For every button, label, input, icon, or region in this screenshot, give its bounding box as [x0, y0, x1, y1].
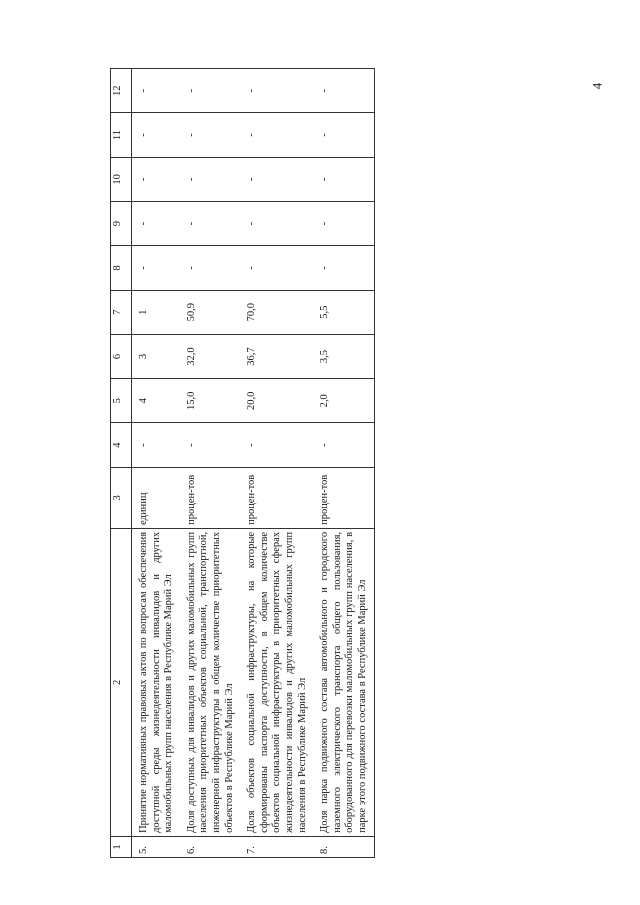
header-cell: 4: [111, 423, 132, 467]
header-row: [111, 69, 132, 858]
value-cell: -: [313, 157, 374, 201]
indicators-table: [110, 68, 375, 858]
value-cell: 5,5: [313, 290, 374, 334]
value-cell: 2,0: [313, 379, 374, 423]
header-cell: 2: [111, 528, 132, 836]
table-row: [240, 69, 313, 858]
header-cell: 8: [111, 246, 132, 290]
value-cell: -: [313, 69, 374, 113]
value-cell: -: [240, 423, 313, 467]
unit-cell: единиц: [132, 467, 180, 528]
rotated-table-frame: [110, 68, 630, 858]
row-number: 5.: [132, 836, 180, 857]
value-cell: -: [180, 423, 240, 467]
value-cell: 4: [132, 379, 180, 423]
value-cell: -: [240, 201, 313, 245]
unit-cell: процен-тов: [313, 467, 374, 528]
table-row: [180, 69, 240, 858]
value-cell: -: [240, 69, 313, 113]
value-cell: -: [313, 246, 374, 290]
value-cell: -: [132, 246, 180, 290]
table-row: [313, 69, 374, 858]
header-cell: 10: [111, 157, 132, 201]
value-cell: -: [132, 113, 180, 157]
value-cell: 3,5: [313, 334, 374, 378]
value-cell: -: [180, 113, 240, 157]
header-cell: 9: [111, 201, 132, 245]
value-cell: -: [132, 69, 180, 113]
value-cell: 20,0: [240, 379, 313, 423]
value-cell: -: [313, 113, 374, 157]
header-cell: 7: [111, 290, 132, 334]
header-cell: 3: [111, 467, 132, 528]
value-cell: -: [240, 246, 313, 290]
indicator-name: Доля объектов социальной инфраструктуры, на которые сформированы паспорта доступности, в общем количестве объектов социальной инфраструктуры в приоритетных сферах жизнедеятельности инвалидов и других маломобильных групп населения в Республике Марий Эл: [240, 528, 313, 836]
indicator-name: Доля парка подвижного состава автомобильного и городского наземного электрического транспорта общего пользования, оборудованного для перевозки маломобильных групп населения, в парке этого подвижного состава в Республике Марий Эл: [313, 528, 374, 836]
header-cell: 5: [111, 379, 132, 423]
value-cell: -: [180, 201, 240, 245]
header-cell: 1: [111, 836, 132, 857]
unit-cell: процен-тов: [240, 467, 313, 528]
value-cell: 50,9: [180, 290, 240, 334]
header-cell: 12: [111, 69, 132, 113]
row-number: 8.: [313, 836, 374, 857]
value-cell: 1: [132, 290, 180, 334]
value-cell: -: [132, 423, 180, 467]
value-cell: 36,7: [240, 334, 313, 378]
value-cell: 15,0: [180, 379, 240, 423]
value-cell: -: [240, 113, 313, 157]
unit-cell: процен-тов: [180, 467, 240, 528]
value-cell: 70,0: [240, 290, 313, 334]
value-cell: -: [313, 423, 374, 467]
value-cell: -: [180, 69, 240, 113]
value-cell: -: [180, 246, 240, 290]
page-number: 4: [589, 82, 605, 90]
value-cell: -: [180, 157, 240, 201]
value-cell: -: [313, 201, 374, 245]
value-cell: -: [132, 157, 180, 201]
table-row: [132, 69, 180, 858]
value-cell: -: [240, 157, 313, 201]
indicator-name: Доля доступных для инвалидов и других маломобильных групп населения приоритетных объектов социальной, транспортной, инженерной инфраструктуры в общем количестве приоритетных объектов в Республике Марий Эл: [180, 528, 240, 836]
row-number: 6.: [180, 836, 240, 857]
value-cell: 3: [132, 334, 180, 378]
indicator-name: Принятие нормативных правовых актов по вопросам обеспечения доступной среды жизнедеятельности инвалидов и других маломобильных групп населения в Республике Марий Эл: [132, 528, 180, 836]
header-cell: 11: [111, 113, 132, 157]
header-cell: 6: [111, 334, 132, 378]
value-cell: -: [132, 201, 180, 245]
row-number: 7.: [240, 836, 313, 857]
value-cell: 32,0: [180, 334, 240, 378]
